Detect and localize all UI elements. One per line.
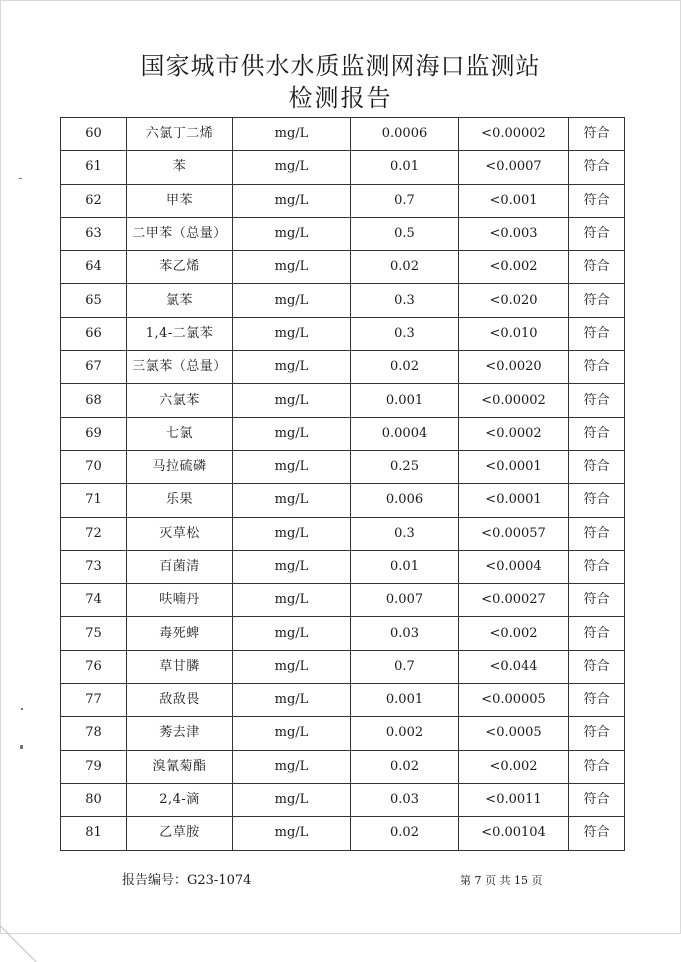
cell-parameter: 七氯	[127, 417, 233, 450]
table-row	[61, 717, 625, 750]
cell-result-value: <0.001	[459, 184, 569, 217]
cell-number: 74	[61, 584, 127, 617]
table-row	[61, 317, 625, 350]
cell-judgement: 符合	[569, 417, 625, 450]
scan-speck	[21, 708, 23, 710]
cell-judgement: 符合	[569, 118, 625, 151]
cell-number: 71	[61, 484, 127, 517]
cell-number: 79	[61, 750, 127, 783]
table-row	[61, 151, 625, 184]
cell-parameter: 百菌清	[127, 550, 233, 583]
table-row	[61, 118, 625, 151]
cell-parameter: 毒死蜱	[127, 617, 233, 650]
cell-judgement: 符合	[569, 217, 625, 250]
cell-parameter: 草甘膦	[127, 650, 233, 683]
cell-result-value: <0.00104	[459, 817, 569, 850]
cell-judgement: 符合	[569, 317, 625, 350]
cell-unit: mg/L	[233, 684, 351, 717]
table-row	[61, 217, 625, 250]
cell-limit: 0.25	[351, 450, 459, 483]
cell-result-value: <0.044	[459, 650, 569, 683]
cell-judgement: 符合	[569, 750, 625, 783]
cell-parameter: 三氯苯（总量）	[127, 351, 233, 384]
cell-parameter: 呋喃丹	[127, 584, 233, 617]
cell-number: 61	[61, 151, 127, 184]
cell-unit: mg/L	[233, 550, 351, 583]
cell-unit: mg/L	[233, 251, 351, 284]
cell-judgement: 符合	[569, 783, 625, 816]
table-row	[61, 251, 625, 284]
cell-result-value: <0.010	[459, 317, 569, 350]
cell-number: 75	[61, 617, 127, 650]
table-row	[61, 650, 625, 683]
cell-number: 63	[61, 217, 127, 250]
cell-limit: 0.01	[351, 151, 459, 184]
results-table-body	[61, 118, 625, 851]
table-row	[61, 750, 625, 783]
cell-judgement: 符合	[569, 584, 625, 617]
cell-number: 72	[61, 517, 127, 550]
results-table	[60, 117, 625, 851]
table-row	[61, 517, 625, 550]
cell-limit: 0.3	[351, 517, 459, 550]
table-row	[61, 783, 625, 816]
cell-result-value: <0.00002	[459, 384, 569, 417]
cell-number: 77	[61, 684, 127, 717]
cell-unit: mg/L	[233, 284, 351, 317]
cell-parameter: 乙草胺	[127, 817, 233, 850]
cell-limit: 0.0004	[351, 417, 459, 450]
cell-unit: mg/L	[233, 317, 351, 350]
report-subtitle: 检测报告	[288, 84, 393, 112]
cell-number: 76	[61, 650, 127, 683]
cell-unit: mg/L	[233, 184, 351, 217]
cell-judgement: 符合	[569, 251, 625, 284]
cell-result-value: <0.00027	[459, 584, 569, 617]
cell-judgement: 符合	[569, 650, 625, 683]
cell-parameter: 马拉硫磷	[127, 450, 233, 483]
cell-result-value: <0.0020	[459, 351, 569, 384]
cell-result-value: <0.0007	[459, 151, 569, 184]
cell-limit: 0.001	[351, 384, 459, 417]
cell-unit: mg/L	[233, 584, 351, 617]
table-row	[61, 184, 625, 217]
cell-limit: 0.5	[351, 217, 459, 250]
cell-unit: mg/L	[233, 650, 351, 683]
report-number: 报告编号：G23-1074	[122, 873, 252, 888]
cell-parameter: 二甲苯（总量）	[127, 217, 233, 250]
cell-unit: mg/L	[233, 783, 351, 816]
cell-parameter: 灭草松	[127, 517, 233, 550]
report-title: 国家城市供水水质监测网海口监测站	[140, 52, 541, 80]
cell-result-value: <0.0005	[459, 717, 569, 750]
cell-limit: 0.3	[351, 284, 459, 317]
cell-number: 80	[61, 783, 127, 816]
cell-parameter: 苯	[127, 151, 233, 184]
cell-result-value: <0.00057	[459, 517, 569, 550]
cell-parameter: 六氯苯	[127, 384, 233, 417]
cell-judgement: 符合	[569, 617, 625, 650]
cell-number: 68	[61, 384, 127, 417]
cell-number: 66	[61, 317, 127, 350]
cell-limit: 0.02	[351, 750, 459, 783]
cell-parameter: 苯乙烯	[127, 251, 233, 284]
cell-number: 78	[61, 717, 127, 750]
cell-result-value: <0.0011	[459, 783, 569, 816]
cell-number: 81	[61, 817, 127, 850]
cell-unit: mg/L	[233, 750, 351, 783]
cell-number: 65	[61, 284, 127, 317]
cell-limit: 0.7	[351, 184, 459, 217]
cell-result-value: <0.002	[459, 617, 569, 650]
table-row	[61, 550, 625, 583]
cell-number: 73	[61, 550, 127, 583]
cell-number: 67	[61, 351, 127, 384]
cell-unit: mg/L	[233, 118, 351, 151]
table-row	[61, 584, 625, 617]
cell-limit: 0.007	[351, 584, 459, 617]
table-row	[61, 817, 625, 850]
cell-judgement: 符合	[569, 151, 625, 184]
cell-judgement: 符合	[569, 284, 625, 317]
cell-limit: 0.0006	[351, 118, 459, 151]
cell-limit: 0.03	[351, 617, 459, 650]
cell-unit: mg/L	[233, 151, 351, 184]
cell-result-value: <0.0001	[459, 484, 569, 517]
table-row	[61, 617, 625, 650]
cell-result-value: <0.0002	[459, 417, 569, 450]
cell-result-value: <0.002	[459, 750, 569, 783]
cell-parameter: 六氯丁二烯	[127, 118, 233, 151]
cell-judgement: 符合	[569, 684, 625, 717]
cell-judgement: 符合	[569, 351, 625, 384]
cell-parameter: 1,4-二氯苯	[127, 317, 233, 350]
cell-limit: 0.006	[351, 484, 459, 517]
cell-judgement: 符合	[569, 450, 625, 483]
cell-parameter: 氯苯	[127, 284, 233, 317]
cell-result-value: <0.00002	[459, 118, 569, 151]
table-row	[61, 284, 625, 317]
cell-limit: 0.02	[351, 817, 459, 850]
cell-result-value: <0.020	[459, 284, 569, 317]
table-row	[61, 450, 625, 483]
cell-number: 70	[61, 450, 127, 483]
cell-parameter: 敌敌畏	[127, 684, 233, 717]
table-row	[61, 417, 625, 450]
cell-judgement: 符合	[569, 484, 625, 517]
cell-unit: mg/L	[233, 517, 351, 550]
cell-unit: mg/L	[233, 617, 351, 650]
cell-result-value: <0.002	[459, 251, 569, 284]
cell-judgement: 符合	[569, 184, 625, 217]
cell-number: 64	[61, 251, 127, 284]
cell-limit: 0.001	[351, 684, 459, 717]
cell-judgement: 符合	[569, 717, 625, 750]
cell-parameter: 2,4-滴	[127, 783, 233, 816]
cell-result-value: <0.0004	[459, 550, 569, 583]
cell-judgement: 符合	[569, 817, 625, 850]
report-header	[0, 50, 681, 114]
cell-unit: mg/L	[233, 450, 351, 483]
cell-limit: 0.3	[351, 317, 459, 350]
cell-parameter: 溴氰菊酯	[127, 750, 233, 783]
cell-unit: mg/L	[233, 717, 351, 750]
cell-limit: 0.03	[351, 783, 459, 816]
cell-unit: mg/L	[233, 817, 351, 850]
cell-number: 69	[61, 417, 127, 450]
cell-parameter: 甲苯	[127, 184, 233, 217]
table-row	[61, 484, 625, 517]
cell-judgement: 符合	[569, 550, 625, 583]
cell-number: 62	[61, 184, 127, 217]
cell-unit: mg/L	[233, 384, 351, 417]
cell-parameter: 乐果	[127, 484, 233, 517]
cell-result-value: <0.00005	[459, 684, 569, 717]
cell-unit: mg/L	[233, 351, 351, 384]
cell-limit: 0.01	[351, 550, 459, 583]
cell-limit: 0.7	[351, 650, 459, 683]
cell-number: 60	[61, 118, 127, 151]
table-row	[61, 351, 625, 384]
table-row	[61, 384, 625, 417]
cell-limit: 0.002	[351, 717, 459, 750]
cell-limit: 0.02	[351, 251, 459, 284]
cell-result-value: <0.003	[459, 217, 569, 250]
scan-speck	[20, 745, 23, 749]
cell-unit: mg/L	[233, 484, 351, 517]
cell-limit: 0.02	[351, 351, 459, 384]
table-row	[61, 684, 625, 717]
cell-unit: mg/L	[233, 217, 351, 250]
cell-judgement: 符合	[569, 517, 625, 550]
cell-unit: mg/L	[233, 417, 351, 450]
page-indicator: 第 7 页 共 15 页	[460, 874, 543, 887]
cell-parameter: 莠去津	[127, 717, 233, 750]
scan-speck	[19, 178, 22, 179]
cell-result-value: <0.0001	[459, 450, 569, 483]
cell-judgement: 符合	[569, 384, 625, 417]
